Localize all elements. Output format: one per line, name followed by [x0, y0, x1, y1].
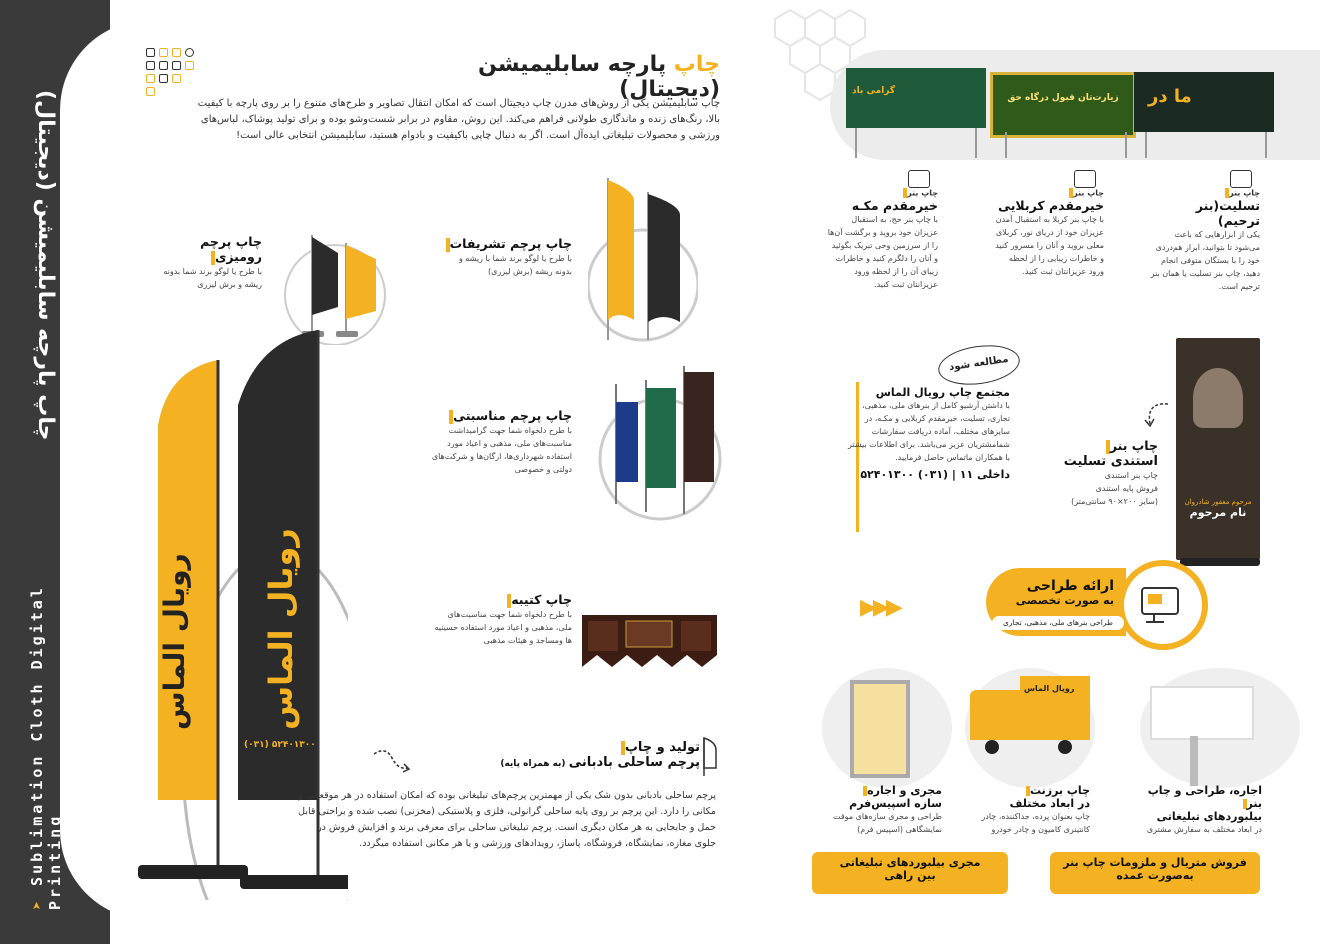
portrait-image — [1193, 368, 1243, 428]
design-sub: طراحی بنرهای ملی، مذهبی، تجاری — [992, 616, 1124, 630]
beach-title-2: پرچم ساحلی بادبانی — [568, 755, 700, 770]
product-desc: با طرح دلخواه شما جهت مناسبت‌های ملی، مذهبی و اعیاد مورد استفاده حسینیه ها ومساجد و هیئات مذهبی — [434, 609, 572, 645]
billboard-pole — [1190, 736, 1198, 786]
flag-brand-yellow: رویال الماس — [158, 553, 191, 730]
decor-dots — [146, 48, 194, 96]
banner-mecca — [826, 170, 938, 291]
note-brand: مجتمع چاپ رویال الماس — [875, 386, 1010, 399]
arrow-icon: ➤ — [28, 897, 46, 910]
standee-desc-3: (سایز ۲۰۰×۹۰ سانتی‌متر) — [1071, 496, 1158, 506]
read-badge: مطالعه شود — [936, 340, 1022, 389]
banner-desc: یکی از ابزارهایی که باعث می‌شود تا بتوانید، ابراز هم‌دردی خود را با بستگان متوفی انجام دهید، چاپ بنر تسلیت یا همان بنر ترحیم است. — [1150, 230, 1260, 291]
banner-kicker: چاپ بنر — [907, 188, 938, 198]
service-title-1: مجری و اجاره — [867, 784, 942, 797]
occasion-flag-image — [598, 364, 722, 524]
intro-paragraph: چاپ سابلیمیشن یکی از روش‌های مدرن چاپ دیجیتال است که امکان انتقال تصاویر و طرح‌های متنوع را بر روی پارچه با کیفیت بالا، رنگ‌های زنده و ماندگاری طولانی فراهم می‌کند. این روش، مقاوم در برابر شست‌وشو بوده و برای تولید پوشاک، لباس‌های ورزشی و محصولات تبلیغاتی ایده‌آل است. اگر به دنبال چاپی باکیفیت و بادوام هستید، سابلیمیشن انتخابی عالی است! — [197, 98, 720, 141]
product-ceremonial-flag — [440, 236, 572, 278]
note-text: با داشتن آرشیو کامل از بنرهای ملی، مذهبی، تجاری، تسلیت، خیرمقدم کربلایی و مکـه، در سایزهای مختلف، آماده دریافت سفارشات شمامشتریان عزیز می‌باشد. برای اطلاعات بیشتر با همکاران ماتماس حاصل فرمایید. — [848, 401, 1010, 462]
dot-icon — [185, 48, 194, 57]
service-tarpaulin — [960, 784, 1090, 836]
service-title-1: اجاره، طراحی و چاپ بنر — [1147, 784, 1262, 810]
dot-icon — [172, 74, 181, 83]
product-title: چاپ پرچم تشریفات — [449, 236, 572, 251]
billboard-photo — [1150, 686, 1254, 740]
service-title-2: در ابعاد مختلف — [1009, 797, 1090, 810]
banner-condolence — [1150, 170, 1260, 293]
banner-kicker: چاپ بنر — [1229, 188, 1260, 198]
box-line-2: به‌صورت عمده — [1116, 869, 1194, 882]
standee-poster — [1176, 338, 1260, 560]
truck-wheel — [985, 740, 999, 754]
frame-icon — [1230, 170, 1252, 188]
service-title-1: چاپ برزنت — [1029, 784, 1090, 797]
billboard-text: گرامی باد — [852, 86, 896, 96]
beach-title-3: (به همراه پایه) — [500, 759, 569, 769]
poster-title: نام مرحوم — [1189, 506, 1247, 519]
service-desc: چاپ بعنوان پرده، جداکننده، چادر کانتینری کامیون و چادر خودرو — [981, 812, 1090, 834]
flag-brand-dark: رویال الماس — [262, 528, 300, 730]
box-line-1: مجری بیلبوردهای تبلیغاتی — [839, 856, 981, 869]
product-title: چاپ پرچم مناسبتی — [453, 408, 572, 423]
banner-title: خیرمقدم کربلایی — [998, 198, 1104, 213]
service-title-2: سازه اسپیس‌فرم — [849, 797, 942, 810]
product-occasion-flag — [428, 408, 572, 476]
billboard-text: ما در — [1148, 86, 1192, 107]
note-phone: (۰۳۱) ۵۲۴۰۱۳۰۰ — [860, 468, 949, 481]
monitor-design-icon — [1124, 566, 1202, 644]
banner-karbala — [992, 170, 1104, 278]
beach-flag-header — [490, 740, 700, 770]
product-inscription — [430, 592, 572, 647]
billboard-dark — [1134, 72, 1274, 132]
design-title-1: ارائه طراحی — [1026, 578, 1114, 594]
inscription-image — [582, 615, 717, 670]
kaaba-icon — [908, 170, 930, 188]
vertical-subtitle — [28, 530, 64, 910]
billboard-stands — [846, 128, 1276, 160]
standee-desc-1: چاپ بنر استندی — [1104, 470, 1158, 480]
banner-desc: با چاپ بنر کربلا به استقبال آمدن عزیزان خود از دریای نور، کربلای معلی بروید و آنان را مسرور کنید و خاطرات زیبایی را از لحظه ورود عزیزانتان ثبت کنید. — [995, 215, 1104, 276]
page-title — [380, 52, 720, 102]
product-desc: با طرح یا لوگو برند شما با ریشه و بدونه ریشه (برش لیزری) — [458, 253, 572, 276]
service-spaceframe — [802, 784, 942, 836]
product-title: چاپ پرچم رومیزی — [200, 234, 262, 264]
service-billboard — [1132, 784, 1262, 836]
banner-desc: با چاپ بنر حج، به استقبال عزیزان خود بروید و برگشت آن‌ها را از سرزمین وحی تبریک بگوئید و آنان را دلگرم کنید و خاطرات زیبای آن را از لحظه ورود عزیزانتان ثبت کنید. — [827, 215, 938, 289]
product-desk-flag — [150, 234, 262, 291]
box-line-2: بین راهی — [884, 869, 936, 882]
dot-icon — [185, 61, 194, 70]
vertical-subtitle-text: Sublimation Cloth Digital Printing — [28, 585, 64, 910]
billboard-text: زیارت‌تان قبول درگاه حق — [1007, 93, 1119, 103]
dot-icon — [159, 61, 168, 70]
standee-base — [1180, 558, 1260, 566]
flag-phone: (۰۳۱) ۵۲۴۰۱۳۰۰ — [244, 740, 316, 750]
spaceframe-structure — [850, 680, 910, 778]
design-title-2: به صورت تخصصی — [1015, 594, 1114, 607]
product-desc: با طرح یا لوگو برند شما بدونه ریشه و برش لیزری — [163, 266, 262, 289]
dot-icon — [172, 48, 181, 57]
beach-flag-icon — [700, 736, 718, 776]
standee-info — [1040, 438, 1158, 508]
triple-arrow-icon: ▶▶▶ — [860, 595, 899, 620]
dot-icon — [159, 74, 168, 83]
mosque-icon — [1074, 170, 1096, 188]
banner-title: تسلیت(بنر ترحیم) — [1195, 198, 1260, 228]
bottom-box-materials — [1050, 852, 1260, 894]
truck-text: رویال الماس — [1024, 684, 1075, 693]
truck-box — [1020, 676, 1090, 740]
design-icon-circle — [1118, 560, 1208, 650]
service-desc: طراحی و مجری سازه‌های موقت نمایشگاهی (اسپیس فرم) — [833, 812, 942, 834]
vertical-title: چاپ پارچه سابلیمیشن (دیجیتال) — [33, 89, 58, 440]
dot-icon — [159, 48, 168, 57]
dot-icon — [172, 61, 181, 70]
beach-title-1: تولید و چاپ — [624, 740, 700, 755]
bottom-box-roadside — [812, 852, 1008, 894]
dot-icon — [146, 74, 155, 83]
design-text — [994, 578, 1114, 607]
truck-wheel — [1058, 740, 1072, 754]
billboard-green — [846, 68, 986, 128]
title-rest: پارچه سابلیمیشن (دیجیتال) — [478, 52, 720, 102]
product-title: چاپ کتیبه — [511, 592, 572, 607]
service-desc: در ابعاد مختلف به سفارش مشتری — [1146, 825, 1262, 834]
standee-desc-2: فروش پایه استندی — [1095, 483, 1158, 493]
dashed-arrow-icon — [1140, 400, 1172, 430]
note-block: مجتمع چاپ رویال الماس با داشتن آرشیو کامل از بنرهای ملی، مذهبی، تجاری، تسلیت، خیرمقدم کربلایی و مکـه، در سایزهای مختلف، آماده دریافت سفارشات شمامشتریان عزیز می‌باشد. برای اطلاعات بیشتر با همکاران ماتماس حاصل فرمایید. داخلی ۱۱ | (۰۳۱) ۵۲۴۰۱۳۰۰ — [848, 386, 1010, 481]
box-line-1: فروش متریال و ملزومات چاپ بنر — [1063, 856, 1247, 869]
standee-kicker: چاپ بنر — [1109, 438, 1158, 453]
product-desc: با طرح دلخواه شما جهت گرامیداشت مناسبت‌های ملی، مذهبی و اعیاد مورد استفاده شهرداری‌ها، ارگان‌ها و شرکت‌های دولتی و خصوصی — [431, 425, 572, 474]
desk-flag-image — [280, 215, 390, 345]
dot-icon — [146, 87, 155, 96]
note-ext: داخلی ۱۱ — [959, 468, 1010, 481]
standee-title: استندی تسلیت — [1063, 453, 1158, 469]
title-accent: چاپ — [673, 52, 720, 77]
ceremonial-flag-image — [588, 170, 698, 350]
curly-arrow-icon — [372, 748, 412, 776]
dot-icon — [146, 48, 155, 57]
dot-icon — [146, 61, 155, 70]
poster-name: مرحوم مغفور شادروان — [1184, 498, 1252, 506]
banner-title: خیرمقدم مکـه — [851, 198, 938, 213]
beach-flag-desc: پرچم ساحلی بادبانی بدون شک یکی از مهمترین پرچم‌های تبلیغاتی بوده که امکان استفاده در هر موقعیتی و مکانی را دارد. این پرچم بر روی پایه ساحلی گرانولی، فلزی و پلاستیکی (مخزنی) نصب شده و براحتی قابل حمل و جابجایی به هر مکان دیگری است. پرچم تبلیغاتی ساحلی برای معرفی برند و افزایش فروش در جلوی مغازه، نمایشگاه، فروشگاه، پاساژ، رویدادهای ورزشی و یا هر مکانی استفاده میگردد. — [298, 790, 716, 849]
service-title-2: بیلبوردهای تبلیغاتی — [1156, 810, 1262, 823]
banner-kicker: چاپ بنر — [1073, 188, 1104, 198]
